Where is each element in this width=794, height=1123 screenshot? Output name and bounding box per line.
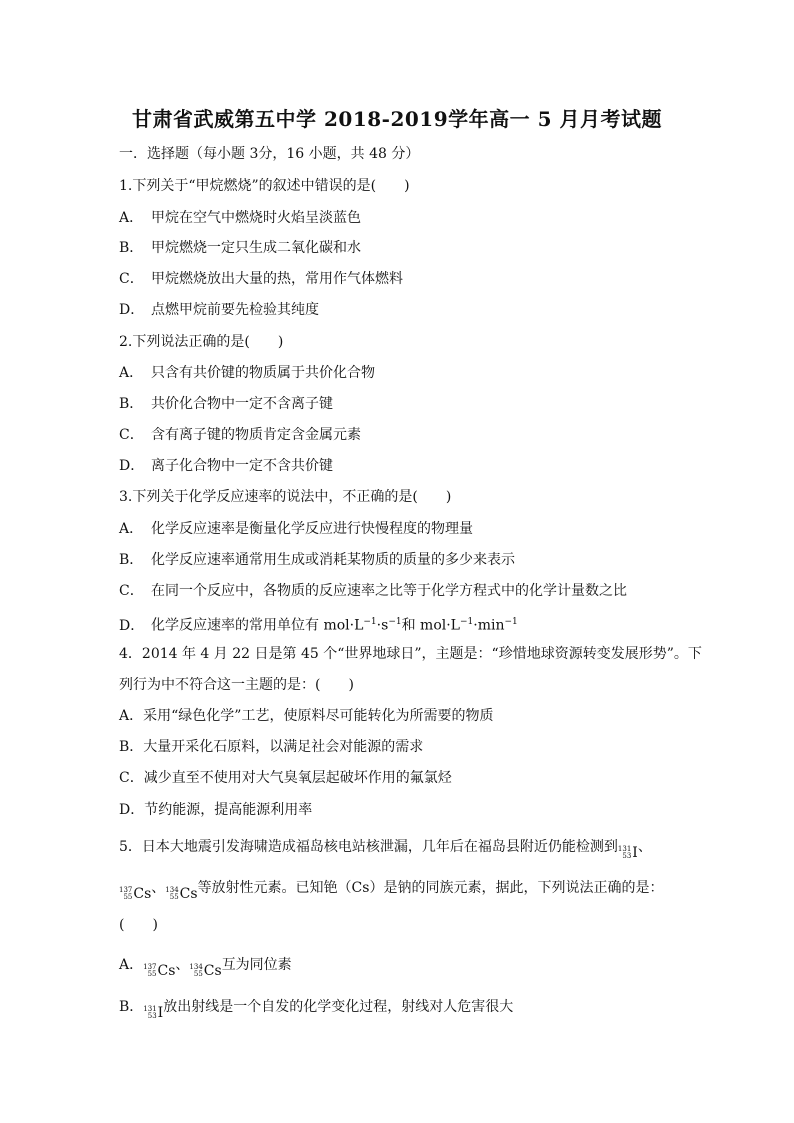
question-5-stem-line-1: 5．日本大地震引发海啸造成福岛核电站核泄漏，几年后在福岛县附近仍能检测到 131 53 I 、	[119, 839, 652, 861]
question-4-option-a: A．采用“绿色化学”工艺，使原料尽可能转化为所需要的物质	[119, 708, 494, 724]
question-5-option-b: B． 131 53 I 放出射线是一个自发的化学变化过程，射线对人危害很大	[119, 999, 514, 1021]
isotope-cs137: 137 55 Cs	[143, 963, 176, 979]
question-4-option-d: D．节约能源，提高能源利用率	[119, 802, 313, 818]
question-4-stem-line-2: 列行为中不符合这一主题的是：( )	[119, 677, 354, 693]
isotope-i131: 131 53 I	[143, 1005, 164, 1021]
question-1-option-d: D． 点燃甲烷前要先检验其纯度	[119, 302, 319, 318]
question-1-stem: 1.下列关于“甲烷燃烧”的叙述中错误的是( )	[119, 178, 410, 194]
question-5-stem-line-2: 137 55 Cs 、 134 55 Cs 等放射性元素。已知铯（Cs）是钠的同族元素，据此，下列说法正确的是：	[119, 880, 664, 902]
question-4-stem-line-1: 4．2014 年 4 月 22 日是第 45 个“世界地球日”，主题是：“珍惜地球资源转变发展形势”。下	[119, 646, 702, 662]
question-1-option-b: B． 甲烷燃烧一定只生成二氧化碳和水	[119, 240, 361, 256]
question-3-option-c: C． 在同一个反应中，各物质的反应速率之比等于化学方程式中的化学计量数之比	[119, 583, 627, 599]
question-1-option-a: A． 甲烷在空气中燃烧时火焰呈淡蓝色	[119, 210, 361, 226]
isotope-cs134: 134 55 Cs	[165, 886, 198, 902]
question-3-option-d: D． 化学反应速率的常用单位有 $mol\cdot L^{-1}\cdot s^{-1}$和 $mol\cdot L^{-1}\cdot\min^{-1}$	[119, 617, 518, 634]
question-2-option-d: D． 离子化合物中一定不含共价键	[119, 458, 333, 474]
question-1-option-c: C． 甲烷燃烧放出大量的热，常用作气体燃料	[119, 271, 403, 287]
isotope-cs134: 134 55 Cs	[189, 963, 222, 979]
question-4-option-b: B．大量开采化石原料，以满足社会对能源的需求	[119, 739, 424, 755]
question-5-stem-line-3: ( )	[119, 917, 158, 933]
isotope-cs137: 137 55 Cs	[119, 886, 152, 902]
question-3-option-a: A． 化学反应速率是衡量化学反应进行快慢程度的物理量	[119, 521, 473, 537]
question-2-option-c: C． 含有离子键的物质肯定含金属元素	[119, 427, 361, 443]
page-title: 甘肃省武威第五中学 2018-2019学年高一 5 月月考试题	[132, 107, 662, 131]
question-2-option-a: A． 只含有共价键的物质属于共价化合物	[119, 365, 375, 381]
question-5-option-a: A． 137 55 Cs 、 134 55 Cs 互为同位素	[119, 957, 292, 979]
question-2-stem: 2.下列说法正确的是( )	[119, 334, 284, 350]
question-2-option-b: B． 共价化合物中一定不含离子键	[119, 396, 333, 412]
section-heading: 一．选择题（每小题 3分，16 小题，共 48 分）	[119, 146, 420, 162]
question-3-option-b: B． 化学反应速率通常用生成或消耗某物质的质量的多少来表示	[119, 552, 515, 568]
question-3-stem: 3.下列关于化学反应速率的说法中，不正确的是( )	[119, 489, 452, 505]
isotope-i131: 131 53 I	[617, 845, 638, 861]
question-4-option-c: C．减少直至不使用对大气臭氧层起破坏作用的氟氯烃	[119, 770, 452, 786]
